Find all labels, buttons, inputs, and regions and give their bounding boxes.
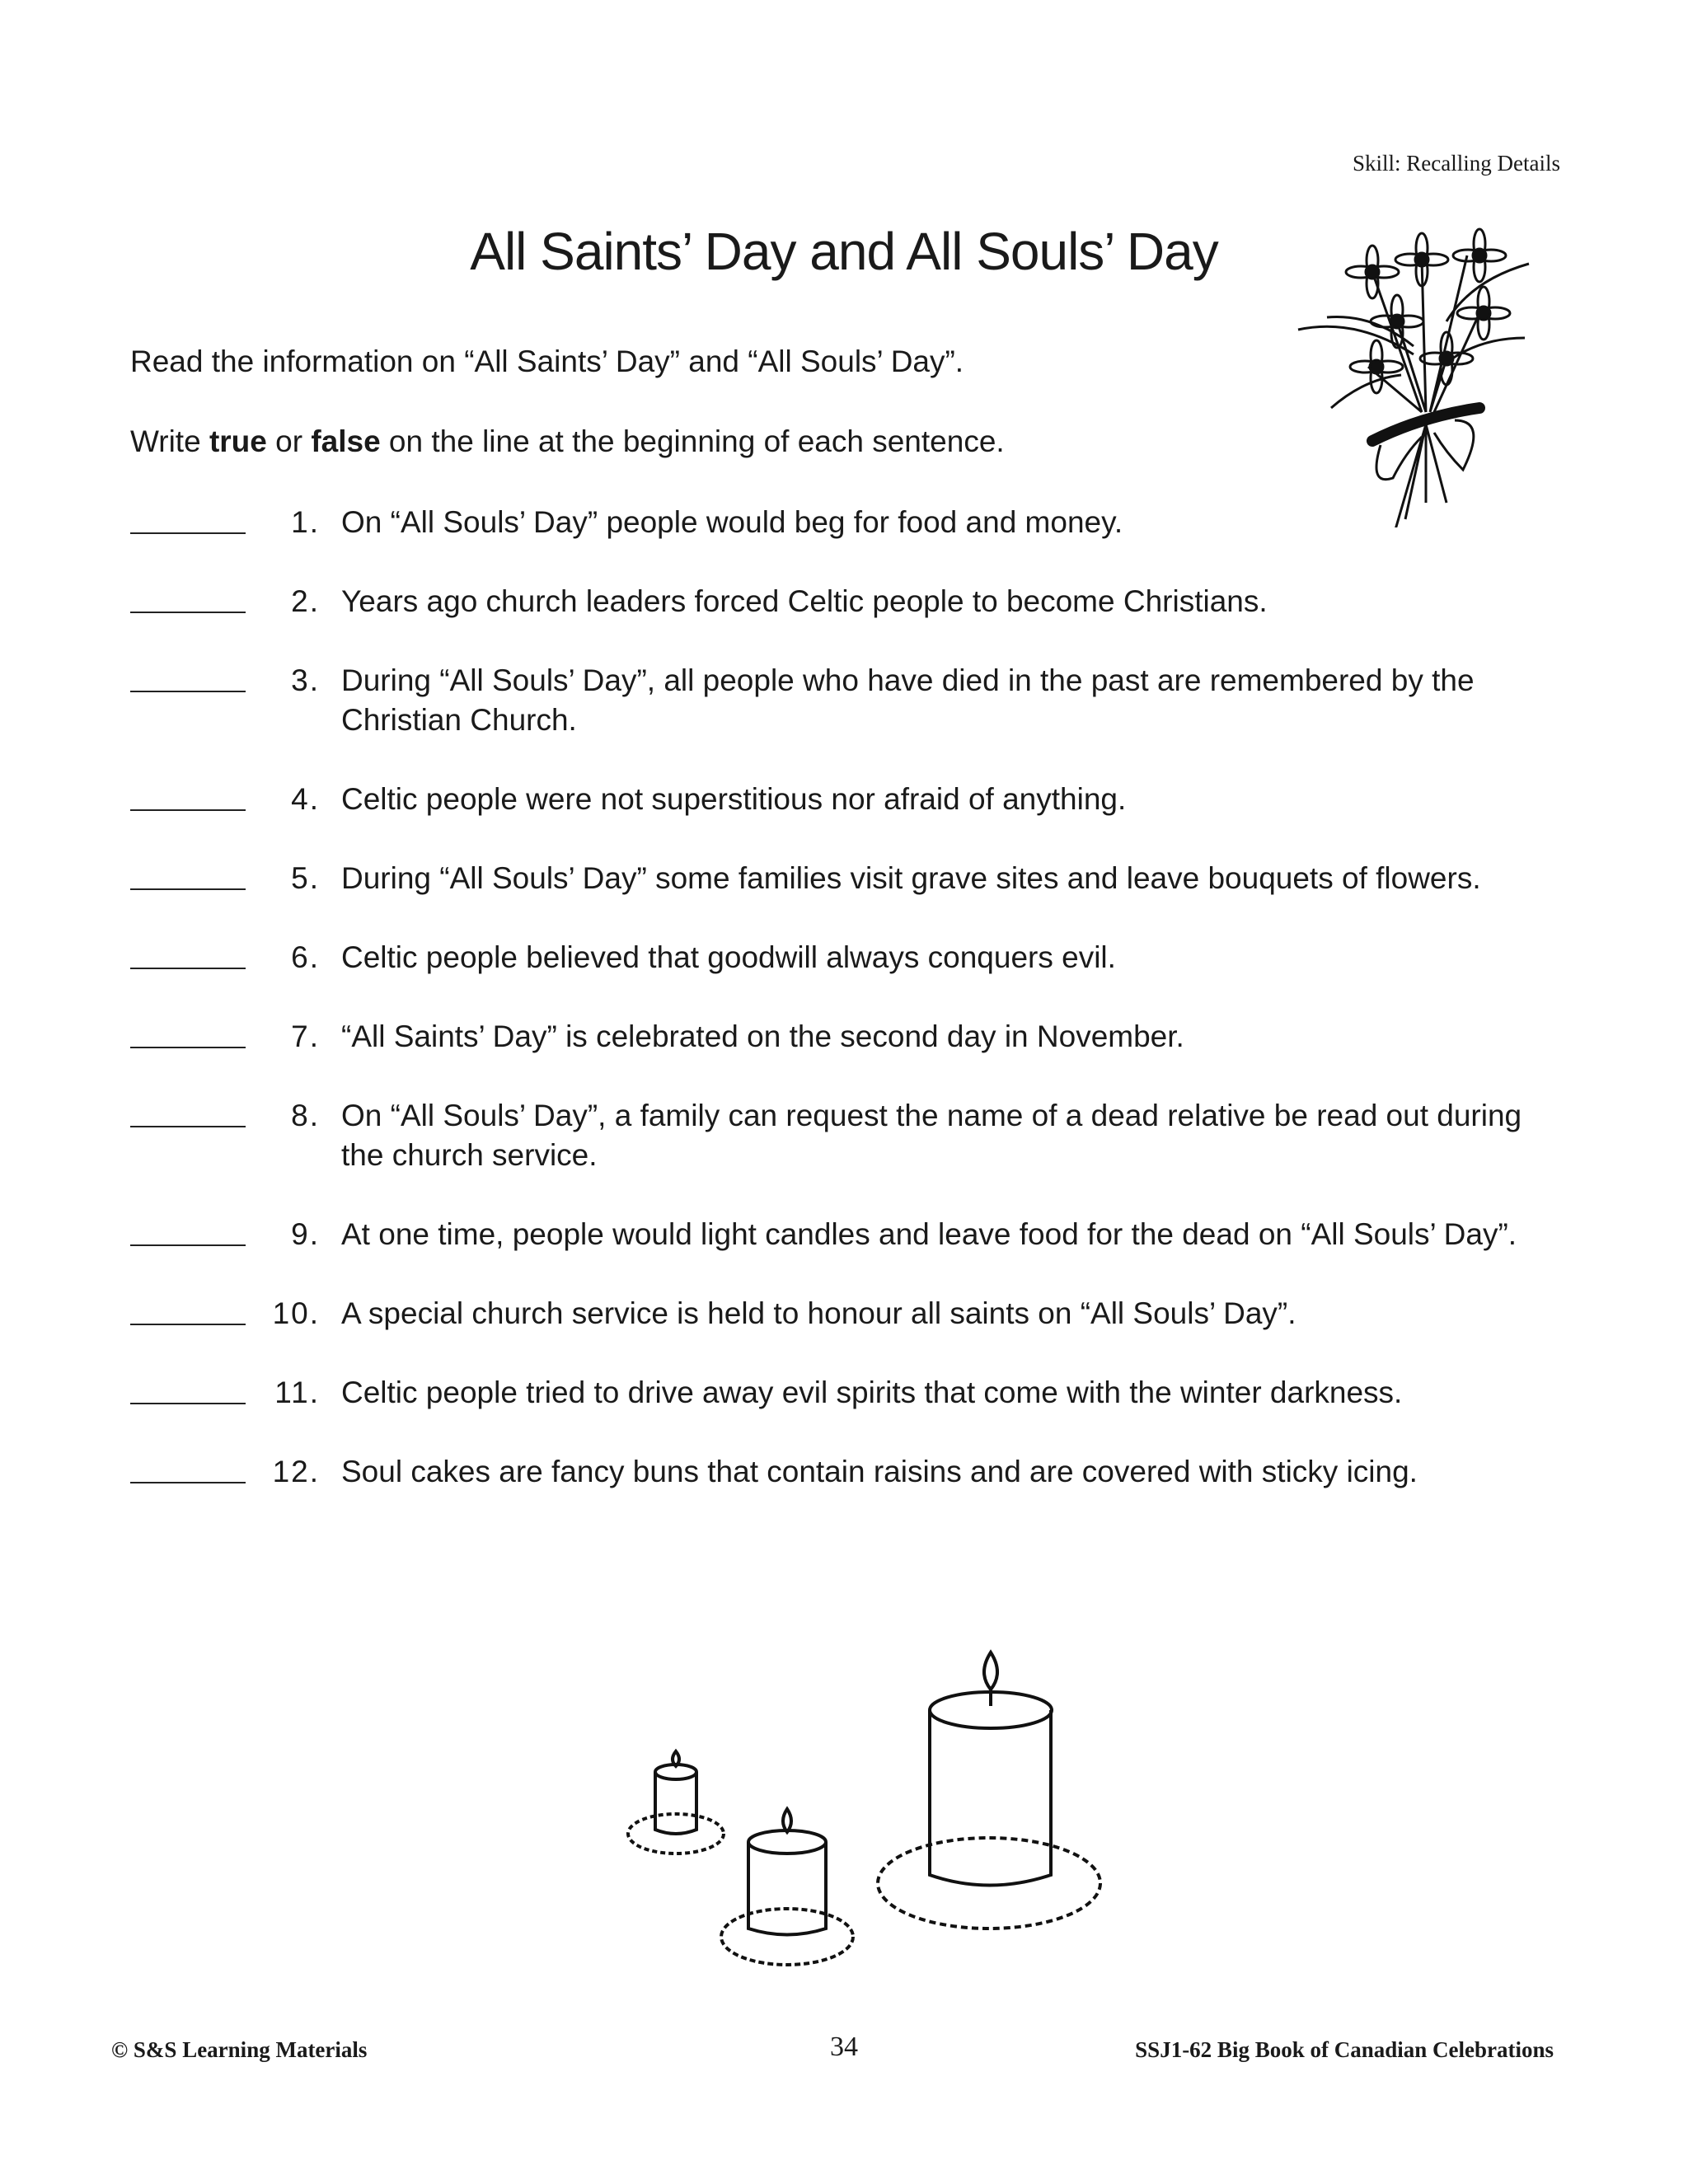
medium-candle bbox=[721, 1809, 853, 1965]
footer-book-title: SSJ1-62 Big Book of Canadian Celebrations bbox=[1135, 2037, 1554, 2062]
instruction-text: or bbox=[266, 424, 312, 458]
question-text: A special church service is held to honour all saints on “All Souls’ Day”. bbox=[341, 1296, 1296, 1330]
daisy-flowers bbox=[1346, 229, 1510, 393]
instruction-text: on the line at the beginning of each sentence. bbox=[380, 424, 1005, 458]
question-item bbox=[130, 938, 1564, 977]
instruction-text: Write bbox=[130, 424, 209, 458]
answer-blank[interactable] bbox=[130, 938, 246, 969]
page-title: All Saints’ Day and All Souls’ Day bbox=[470, 222, 1218, 281]
question-number: 11. bbox=[274, 1376, 320, 1409]
page-number: 34 bbox=[830, 2032, 858, 2062]
question-text: Years ago church leaders forced Celtic people to become Christians. bbox=[341, 584, 1268, 618]
question-number: 3. bbox=[291, 663, 320, 697]
question-item bbox=[130, 1294, 1564, 1333]
flower-bouquet-illustration bbox=[1290, 223, 1562, 527]
footer-copyright: © S&S Learning Materials bbox=[111, 2037, 368, 2062]
question-text: On “All Souls’ Day” people would beg for food and money. bbox=[341, 505, 1123, 539]
true-keyword: true bbox=[209, 424, 267, 458]
question-text: Celtic people tried to drive away evil spirits that come with the winter darkness. bbox=[341, 1376, 1403, 1409]
answer-blank[interactable] bbox=[130, 859, 246, 890]
question-text: During “All Souls’ Day” some families visit grave sites and leave bouquets of flowers. bbox=[341, 861, 1481, 895]
answer-blank[interactable] bbox=[130, 661, 246, 692]
question-number: 7. bbox=[291, 1019, 320, 1053]
question-text: “All Saints’ Day” is celebrated on the second day in November. bbox=[341, 1019, 1184, 1053]
candles-illustration bbox=[618, 1644, 1162, 1999]
question-text: On “All Souls’ Day”, a family can request the name of a dead relative be read out during the church service. bbox=[341, 1099, 1522, 1172]
large-candle bbox=[878, 1652, 1100, 1929]
question-item bbox=[130, 661, 1564, 740]
question-number: 6. bbox=[291, 940, 320, 974]
false-keyword: false bbox=[311, 424, 381, 458]
question-number: 8. bbox=[291, 1099, 320, 1132]
question-item bbox=[130, 780, 1564, 819]
answer-blank[interactable] bbox=[130, 1096, 246, 1127]
question-text: Celtic people were not superstitious nor afraid of anything. bbox=[341, 782, 1127, 816]
skill-label: Skill: Recalling Details bbox=[1353, 151, 1560, 176]
question-item bbox=[130, 503, 1564, 542]
question-text: Celtic people believed that goodwill always conquers evil. bbox=[341, 940, 1116, 974]
instruction-write bbox=[130, 424, 1005, 459]
question-item bbox=[130, 1017, 1564, 1057]
question-item bbox=[130, 1373, 1564, 1413]
question-list bbox=[130, 503, 1564, 1531]
question-number: 9. bbox=[291, 1217, 320, 1251]
answer-blank[interactable] bbox=[130, 582, 246, 613]
small-candle bbox=[628, 1751, 724, 1854]
question-item bbox=[130, 859, 1564, 898]
answer-blank[interactable] bbox=[130, 1373, 246, 1404]
question-number: 12. bbox=[272, 1455, 320, 1488]
question-number: 5. bbox=[291, 861, 320, 895]
question-item bbox=[130, 582, 1564, 621]
answer-blank[interactable] bbox=[130, 503, 246, 534]
question-number: 4. bbox=[291, 782, 320, 816]
question-text: At one time, people would light candles and leave food for the dead on “All Souls’ Day”. bbox=[341, 1217, 1517, 1251]
answer-blank[interactable] bbox=[130, 1017, 246, 1048]
answer-blank[interactable] bbox=[130, 1215, 246, 1246]
instruction-read: Read the information on “All Saints’ Day” and “All Souls’ Day”. bbox=[130, 344, 964, 378]
question-item bbox=[130, 1215, 1564, 1254]
question-number: 10. bbox=[272, 1296, 320, 1330]
question-number: 2. bbox=[291, 584, 320, 618]
question-number: 1. bbox=[291, 505, 320, 539]
question-text: During “All Souls’ Day”, all people who have died in the past are remembered by the Christian Church. bbox=[341, 663, 1475, 737]
answer-blank[interactable] bbox=[130, 1294, 246, 1325]
answer-blank[interactable] bbox=[130, 780, 246, 811]
question-item bbox=[130, 1096, 1564, 1175]
question-item bbox=[130, 1452, 1564, 1492]
answer-blank[interactable] bbox=[130, 1452, 246, 1483]
question-text: Soul cakes are fancy buns that contain raisins and are covered with sticky icing. bbox=[341, 1455, 1418, 1488]
